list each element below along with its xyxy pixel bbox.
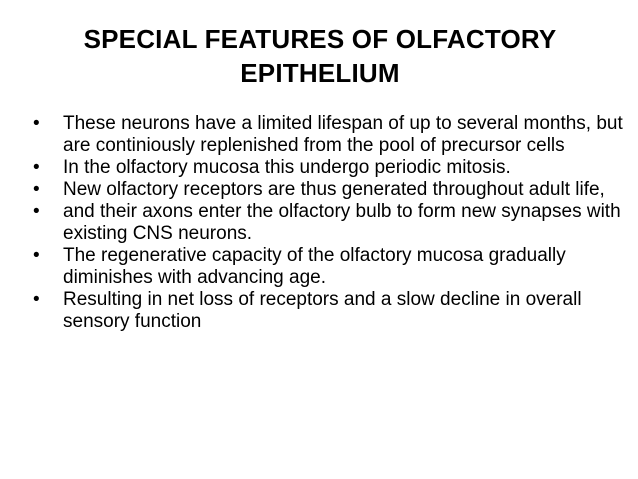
bullet-item [33,113,623,157]
bullet-item [33,179,623,201]
bullet-item [33,289,623,333]
bullet-text: and their axons enter the olfactory bulb to form new synapses with existing CNS neurons. [63,201,621,244]
bullet-icon: • [33,179,40,200]
bullet-icon: • [33,113,40,134]
bullet-text: Resulting in net loss of receptors and a slow decline in overall sensory function [63,289,582,332]
bullet-text: These neurons have a limited lifespan of up to several months, but are continiously replenished from the pool of precursor cells [63,113,623,156]
slide-title-line-1: SPECIAL FEATURES OF OLFACTORY [83,24,557,54]
bullet-text: In the olfactory mucosa this undergo periodic mitosis. [63,157,511,178]
bullet-icon: • [33,157,40,178]
bullet-text: New olfactory receptors are thus generated throughout adult life, [63,179,605,200]
bullet-icon: • [33,201,40,222]
bullet-item [33,245,623,289]
bullet-item [33,201,623,245]
bullet-list [33,113,623,333]
bullet-item [33,157,623,179]
slide-title-line-2: EPITHELIUM [240,58,400,88]
slide-title [40,22,600,90]
bullet-icon: • [33,245,40,266]
bullet-icon: • [33,289,40,310]
bullet-text: The regenerative capacity of the olfactory mucosa gradually diminishes with advancing age. [63,245,566,288]
